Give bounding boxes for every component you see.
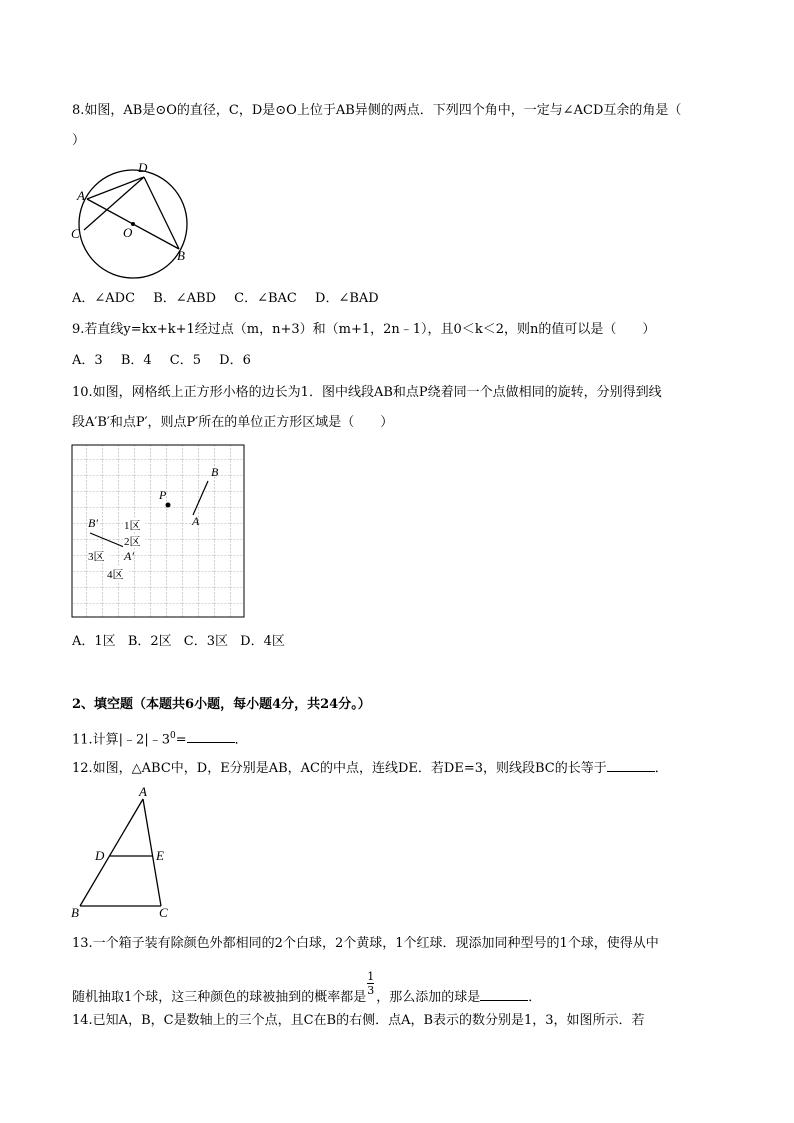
q8-option-c[interactable]: C．∠BAC [234, 291, 297, 306]
label-a: A [139, 786, 147, 799]
q9-option-c[interactable]: C．5 [169, 353, 201, 368]
q10-option-d[interactable]: D．4区 [240, 634, 285, 649]
label-b: B [177, 248, 185, 263]
label-e: E [156, 848, 164, 863]
q11-stem [72, 727, 248, 749]
label-a-prime: A′ [124, 549, 134, 563]
q10-option-a[interactable]: A．1区 [72, 634, 116, 649]
q13-answer-blank[interactable] [480, 988, 528, 1001]
q14-line1: 14.已知A，B，C是数轴上的三个点，且C在B的右侧．点A，B表示的数分别是1，3，如图所示．若 [72, 1013, 645, 1028]
q10-grid-figure [70, 443, 248, 621]
label-d: D [95, 848, 105, 863]
q12-triangle-figure [66, 786, 186, 922]
label-a: A [192, 514, 200, 528]
q8-stem-line2: ） [72, 133, 86, 148]
q13-line2 [72, 970, 542, 1007]
q9-option-b[interactable]: B．4 [120, 353, 152, 368]
q13-fraction [366, 970, 376, 1001]
q12-answer-blank[interactable] [607, 759, 655, 772]
q10-option-c[interactable]: C．3区 [183, 634, 228, 649]
q9-option-d[interactable]: D．6 [219, 353, 251, 368]
label-d: D [138, 160, 148, 175]
q10-stem-line2: 段A′B′和点P′，则点P′所在的单位正方形区域是（ ） [72, 415, 394, 430]
region-2: 2区 [124, 536, 141, 548]
q10-options [72, 633, 293, 651]
region-3: 3区 [88, 551, 105, 563]
q13-text-before: 随机抽取1个球，这三种颜色的球被抽到的概率都是 [72, 990, 367, 1005]
label-b: B [71, 905, 79, 920]
label-p: P [159, 488, 167, 502]
q13-fraction-numerator: 1 [367, 970, 375, 983]
q10-option-b[interactable]: B．2区 [127, 634, 172, 649]
label-a: A [77, 188, 85, 203]
label-c: C [159, 905, 168, 920]
label-b-prime: B′ [88, 516, 98, 530]
region-1: 1区 [124, 520, 141, 532]
point-p [166, 503, 171, 508]
q13-text-after: ，那么添加的球是 [376, 990, 481, 1005]
q8-option-d[interactable]: D．∠BAD [315, 291, 379, 306]
q11-end: ． [234, 732, 248, 748]
q9-option-a[interactable]: A．3 [72, 353, 103, 368]
side-ab [80, 799, 143, 906]
q12-text: 12.如图，△ABC中，D，E分别是AB，AC的中点，连线DE．若DE=3，则线段BC的长等于 [72, 761, 607, 776]
q10-stem-line1: 10.如图，网格纸上正方形小格的边长为1．图中线段AB和点P绕着同一个点做相同的旋转，分别得到线 [72, 385, 662, 400]
q11-equals: = [175, 732, 187, 748]
q11-exponent: 0 [169, 731, 176, 741]
q9-options [72, 352, 265, 370]
q8-options [72, 290, 393, 308]
q8-stem-line1: 8.如图，AB是⊙O的直径，C，D是⊙O上位于AB异侧的两点．下列四个角中，一定与∠ACD互余的角是（ [72, 103, 682, 118]
label-b: B [211, 465, 219, 479]
q8-circle-figure [66, 158, 196, 288]
chord-ad [87, 177, 144, 199]
q12-stem [72, 759, 668, 778]
label-c: C [71, 226, 80, 241]
region-4: 4区 [107, 569, 124, 581]
q13-end: ． [528, 990, 542, 1005]
q9-stem: 9.若直线y=kx+k+1经过点（m，n+3）和（m+1，2n﹣1），且0＜k＜2，则n的值可以是（ ） [72, 322, 656, 337]
q13-line1: 13.一个箱子装有除颜色外都相同的2个白球，2个黄球，1个红球．现添加同种型号的1个球，使得从中 [72, 936, 659, 951]
q12-end: ． [654, 761, 668, 776]
q8-option-b[interactable]: B．∠ABD [153, 291, 216, 306]
q11-answer-blank[interactable] [187, 730, 235, 743]
q8-option-a[interactable]: A．∠ADC [72, 291, 136, 306]
q11-text: 11.计算|﹣2|﹣3 [72, 732, 170, 748]
chord-cd [84, 177, 144, 230]
label-o: O [123, 225, 133, 240]
q13-fraction-denominator: 3 [367, 984, 375, 997]
section-title: 2、填空题（本题共6小题，每小题4分，共24分。） [72, 697, 371, 712]
